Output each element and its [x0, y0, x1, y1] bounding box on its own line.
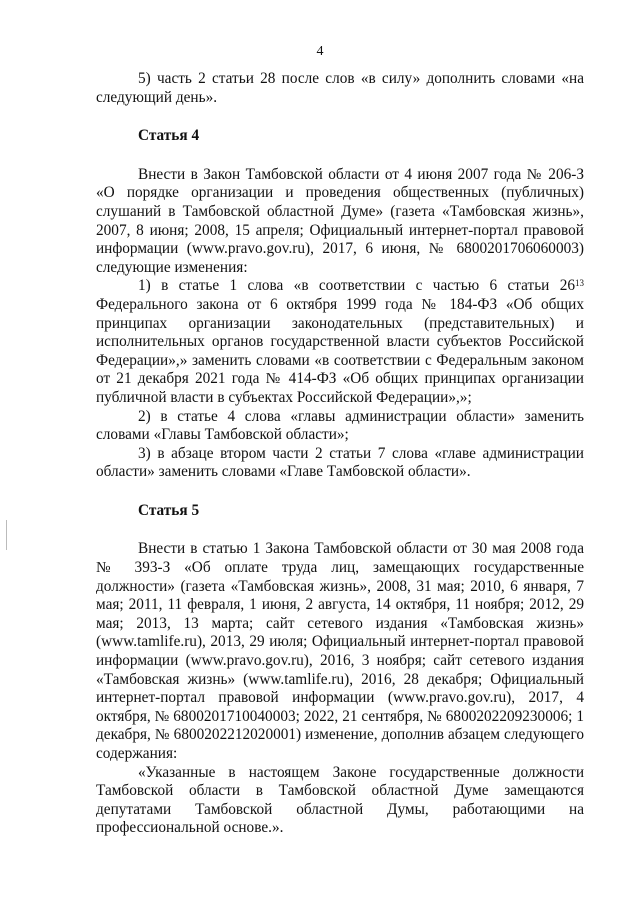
article-4-item-2: 2) в статье 4 слова «главы администрации области» заменить словами «Главы Тамбовской области»;: [96, 407, 584, 444]
article-5-lead: Внести в статью 1 Закона Тамбовской области от 30 мая 2008 года № 393-З «Об оплате труда лиц, замещающих государственные должности» (газета «Тамбовская жизнь», 2008, 31 мая; 2010, 6 января, 7 мая; 2011, 11 февраля, 1 июня, 2 августа, 14 октября, 11 ноября; 2012, 29 мая; 2013, 13 марта; сайт сетевого издания «Тамбовская жизнь» (www.tamlife.ru), 2013, 29 июля; Официальный интернет-портал правовой информации (www.pravo.gov.ru), 2016, 3 ноября; сайт сетевого издания «Тамбовская жизнь» (www.tamlife.ru), 2016, 28 декабря; Официальный интернет-портал правовой информации (www.pravo.gov.ru), 2017, 4 октября, № 6800201710040003; 2022, 21 сентября, № 6800202209230006; 1 декабря, № 6800202212020001) изменение, дополнив абзацем следующего содержания:: [96, 540, 584, 762]
article-4-heading: Статья 4: [138, 127, 200, 145]
article-4-lead: Внести в Закон Тамбовской области от 4 июня 2007 года № 206-З «О порядке организации и проведения общественных (публичных) слушаний в Тамбовской областной Думе» (газета «Тамбовская жизнь», 2007, 8 июня; 2008, 15 апреля; Официальный интернет-портал правовой информации (www.pravo.gov.ru), 2017, 6 июня, № 6800201706060003) следующие изменения:: [96, 165, 584, 276]
article-4-item-1-before: 1) в статье 1 слова «в соответствии с частью 6 статьи 26: [138, 277, 575, 295]
scan-margin-mark: [6, 520, 7, 550]
article-4-item-1-sup: 13: [575, 278, 584, 289]
document-body: [96, 70, 584, 838]
intro-item: 5) часть 2 статьи 28 после слов «в силу» дополнить словами «на следующий день».: [96, 70, 584, 106]
page-number: 4: [316, 44, 324, 59]
article-4-item-1: [96, 277, 584, 407]
article-5-quote: «Указанные в настоящем Законе государственные должности Тамбовской области в Тамбовской областной Думе замещаются депутатами Тамбовской областной Думы, работающими на профессиональной основе.».: [96, 763, 584, 837]
article-4-item-1-after: Федерального закона от 6 октября 1999 года № 184-ФЗ «Об общих принципах организации законодательных (представительных) и исполнительных органов государственной власти субъектов Российской Федерации»,» заменить словами «в соответствии с Федеральным законом от 21 декабря 2021 года № 414-ФЗ «Об общих принципах организации публичной власти в субъектах Российской Федерации»,»;: [96, 295, 584, 406]
article-5-heading: Статья 5: [138, 501, 200, 519]
article-4-item-3: 3) в абзаце втором части 2 статьи 7 слова «главе администрации области» заменить словами «Главе Тамбовской области».: [96, 444, 584, 481]
